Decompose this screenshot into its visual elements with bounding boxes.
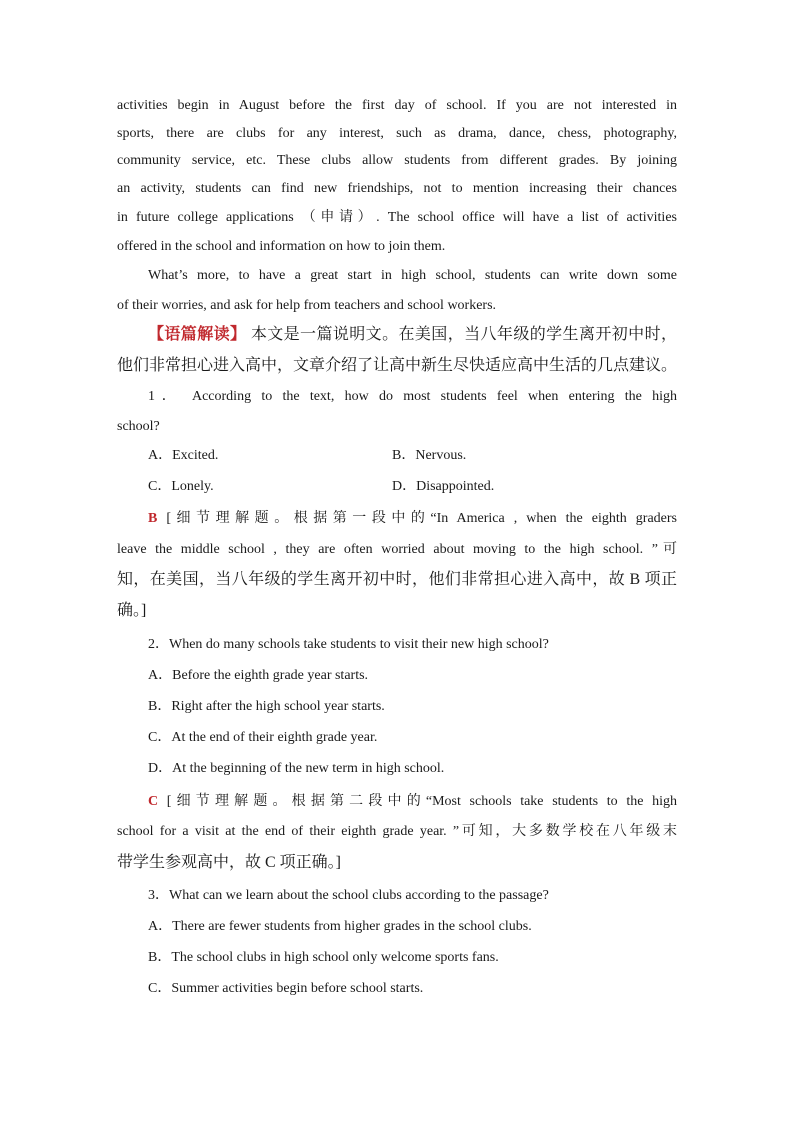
q1-option-d: D．Disappointed. bbox=[392, 479, 495, 494]
q1-option-b: B．Nervous. bbox=[392, 448, 467, 463]
passage-line-6: offered in the school and information on how to join them. bbox=[117, 239, 446, 254]
q2-stem: 2．When do many schools take students to visit their new high school? bbox=[148, 637, 549, 652]
q3-option-b: B．The school clubs in high school only welcome sports fans. bbox=[148, 950, 499, 965]
q2-explain-text-1: [细节理解题。根据第二段中的“Most schools take students to the high bbox=[158, 794, 677, 809]
q2-explain-line-1 bbox=[148, 792, 677, 812]
passage-line-3: community service, etc. These clubs allow students from different grades. By joining bbox=[117, 153, 677, 168]
q1-explain-text-1: [细节理解题。根据第一段中的“In America , when the eighth graders bbox=[157, 511, 677, 526]
passage-line-2: sports, there are clubs for any interest, such as drama, dance, chess, photography, bbox=[117, 126, 677, 141]
q2-option-c: C．At the end of their eighth grade year. bbox=[148, 730, 378, 745]
q1-explain-line-3: 知，在美国，当八年级的学生离开初中时，他们非常担心进入高中，故 B 项正 bbox=[117, 571, 677, 588]
passage-line-8: of their worries, and ask for help from teachers and school workers. bbox=[117, 298, 497, 313]
q1-explain-line-1 bbox=[148, 509, 677, 529]
q1-option-c: C．Lonely. bbox=[148, 479, 214, 494]
analysis-text-1: 本文是一篇说明文。在美国，当八年级的学生离开初中时， bbox=[246, 326, 677, 343]
q1-explain-line-2: leave the middle school , they are often worried about moving to the high school. ”可 bbox=[117, 542, 677, 557]
q2-explain-line-2: school for a visit at the end of their eighth grade year. ”可知，大多数学校在八年级末 bbox=[117, 824, 677, 839]
q1-option-a: A．Excited. bbox=[148, 448, 219, 463]
q2-option-a: A．Before the eighth grade year starts. bbox=[148, 668, 369, 683]
analysis-line-1 bbox=[148, 325, 677, 345]
passage-line-7: What’s more, to have a great start in high school, students can write down some bbox=[148, 268, 677, 283]
q1-stem-line-1: 1． According to the text, how do most students feel when entering the high bbox=[148, 389, 677, 404]
analysis-tag: 【语篇解读】 bbox=[148, 326, 247, 343]
q2-option-d: D．At the beginning of the new term in high school. bbox=[148, 761, 445, 776]
q2-explain-line-3: 带学生参观高中，故 C 项正确。] bbox=[117, 854, 342, 871]
q1-explain-line-4: 确。] bbox=[117, 602, 147, 619]
q3-option-c: C．Summer activities begin before school starts. bbox=[148, 981, 424, 996]
q1-answer: B bbox=[148, 511, 158, 526]
q3-stem: 3．What can we learn about the school clubs according to the passage? bbox=[148, 888, 549, 903]
q1-stem-line-2: school? bbox=[117, 419, 160, 434]
q3-option-a: A．There are fewer students from higher grades in the school clubs. bbox=[148, 919, 532, 934]
analysis-line-2: 他们非常担心进入高中，文章介绍了让高中新生尽快适应高中生活的几点建议。 bbox=[117, 357, 678, 374]
passage-line-1: activities begin in August before the first day of school. If you are not interested in bbox=[117, 98, 677, 113]
passage-line-5: in future college applications （申请）. The school office will have a list of activities bbox=[117, 210, 677, 225]
q2-option-b: B．Right after the high school year starts. bbox=[148, 699, 385, 714]
q2-answer: C bbox=[148, 794, 159, 809]
passage-line-4: an activity, students can find new friendships, not to mention increasing their chances bbox=[117, 181, 677, 196]
